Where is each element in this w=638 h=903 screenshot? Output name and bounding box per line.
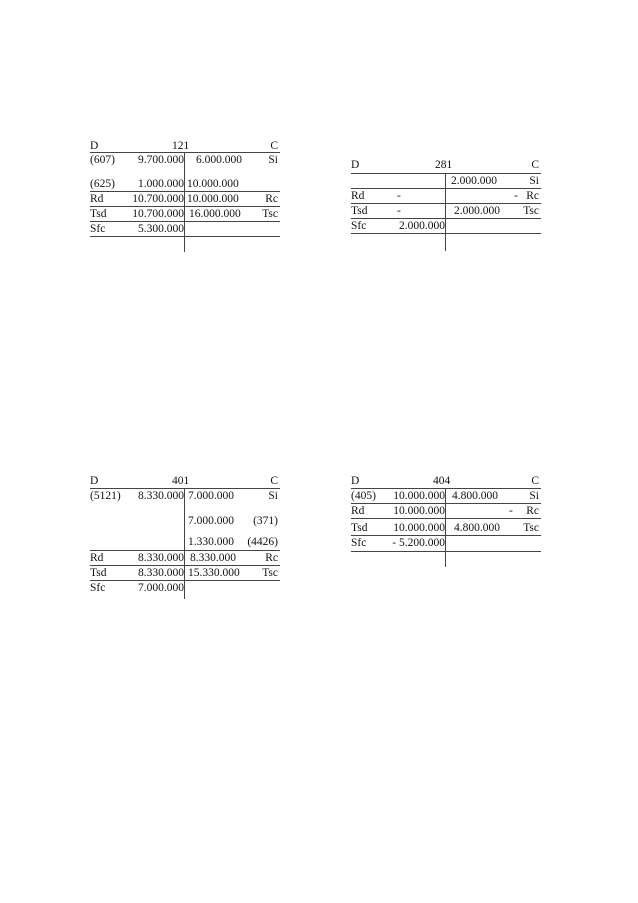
rd-label: Rd (90, 552, 104, 564)
entry-ref: (405) (351, 490, 376, 502)
rc-label: Rc (526, 190, 539, 202)
rd-amount: 10.700.000 (132, 193, 184, 205)
entry-ref: (625) (90, 178, 115, 190)
rc-amount: - (514, 190, 518, 202)
rule (90, 565, 280, 566)
sfc-amount: 5.300.000 (138, 223, 184, 235)
rule (90, 206, 280, 207)
account-number: 281 (435, 159, 453, 171)
tsd-label: Tsd (90, 208, 107, 220)
tsd-label: Tsd (90, 567, 107, 579)
rule (90, 191, 280, 192)
debit-amount: 9.700.000 (138, 154, 184, 166)
rule (90, 236, 280, 237)
tsd-amount: 10.700.000 (132, 208, 184, 220)
rule (90, 221, 280, 222)
sfc-amount: 7.000.000 (138, 582, 184, 594)
rule (351, 203, 541, 204)
t-divider (184, 152, 185, 252)
tsc-label: Tsc (262, 208, 278, 220)
tsd-label: Tsd (351, 205, 368, 217)
tsc-label: Tsc (523, 205, 539, 217)
tsc-amount: 15.330.000 (188, 567, 240, 579)
credit-amount: 2.000.000 (451, 175, 497, 187)
rd-label: Rd (351, 190, 365, 202)
credit-header: C (270, 140, 278, 152)
header-rule (351, 173, 541, 174)
sfc-label: Sfc (351, 537, 367, 549)
rule (351, 188, 541, 189)
credit-code: Si (268, 154, 278, 166)
tsc-amount: 4.800.000 (454, 522, 500, 534)
debit-header: D (351, 475, 360, 487)
t-account-404 (351, 475, 541, 567)
t-divider (445, 488, 446, 567)
tsc-label: Tsc (262, 567, 278, 579)
header-rule (351, 488, 541, 489)
rc-label: Rc (526, 505, 539, 517)
credit-code: Si (529, 490, 539, 502)
debit-header: D (90, 140, 99, 152)
credit-header: C (531, 159, 539, 171)
rule (351, 535, 541, 536)
t-divider (184, 488, 185, 599)
credit-header: C (531, 475, 539, 487)
rc-amount: 8.330.000 (190, 552, 236, 564)
credit-code: (371) (253, 515, 278, 527)
sfc-label: Sfc (351, 220, 367, 232)
rc-amount: 10.000.000 (187, 193, 239, 205)
sfc-amount: 2.000.000 (399, 220, 445, 232)
rd-amount: - (397, 190, 401, 202)
rule (90, 580, 280, 581)
credit-amount: 7.000.000 (188, 490, 234, 502)
credit-amount: 6.000.000 (196, 154, 242, 166)
credit-amount: 10.000.000 (187, 178, 239, 190)
entry-ref: (607) (90, 154, 115, 166)
rd-label: Rd (90, 193, 104, 205)
debit-amount: 10.000.000 (393, 490, 445, 502)
t-account-281 (351, 159, 541, 251)
tsc-amount: 2.000.000 (454, 205, 500, 217)
account-number: 404 (433, 475, 451, 487)
rd-amount: 10.000.000 (393, 505, 445, 517)
credit-code: (4426) (247, 536, 278, 548)
tsd-label: Tsd (351, 522, 368, 534)
debit-header: D (351, 159, 360, 171)
sfc-label: Sfc (90, 223, 106, 235)
rule (351, 518, 541, 519)
entry-ref: (5121) (90, 490, 121, 502)
rc-amount: - (509, 505, 513, 517)
debit-amount: 8.330.000 (138, 490, 184, 502)
tsd-amount: - (397, 205, 401, 217)
debit-header: D (90, 475, 99, 487)
rule (351, 233, 541, 234)
credit-code: Si (268, 490, 278, 502)
credit-amount: 7.000.000 (188, 515, 234, 527)
credit-amount: 1.330.000 (188, 536, 234, 548)
rd-amount: 8.330.000 (138, 552, 184, 564)
rc-label: Rc (265, 552, 278, 564)
credit-amount: 4.800.000 (452, 490, 498, 502)
rule (351, 503, 541, 504)
account-number: 401 (172, 475, 190, 487)
tsd-amount: 8.330.000 (138, 567, 184, 579)
rule (90, 550, 280, 551)
t-divider (445, 173, 446, 251)
credit-code: Si (529, 175, 539, 187)
debit-amount: 1.000.000 (138, 178, 184, 190)
rd-label: Rd (351, 505, 365, 517)
tsc-label: Tsc (523, 522, 539, 534)
tsd-amount: 10.000.000 (393, 522, 445, 534)
header-rule (90, 152, 280, 153)
credit-header: C (270, 475, 278, 487)
rule (351, 218, 541, 219)
rule (351, 551, 541, 552)
rc-label: Rc (265, 193, 278, 205)
header-rule (90, 488, 280, 489)
t-account-121 (90, 140, 280, 252)
t-account-401 (90, 475, 280, 599)
sfc-label: Sfc (90, 582, 106, 594)
account-number: 121 (172, 140, 190, 152)
tsc-amount: 16.000.000 (189, 208, 241, 220)
sfc-amount: - 5.200.000 (392, 537, 445, 549)
